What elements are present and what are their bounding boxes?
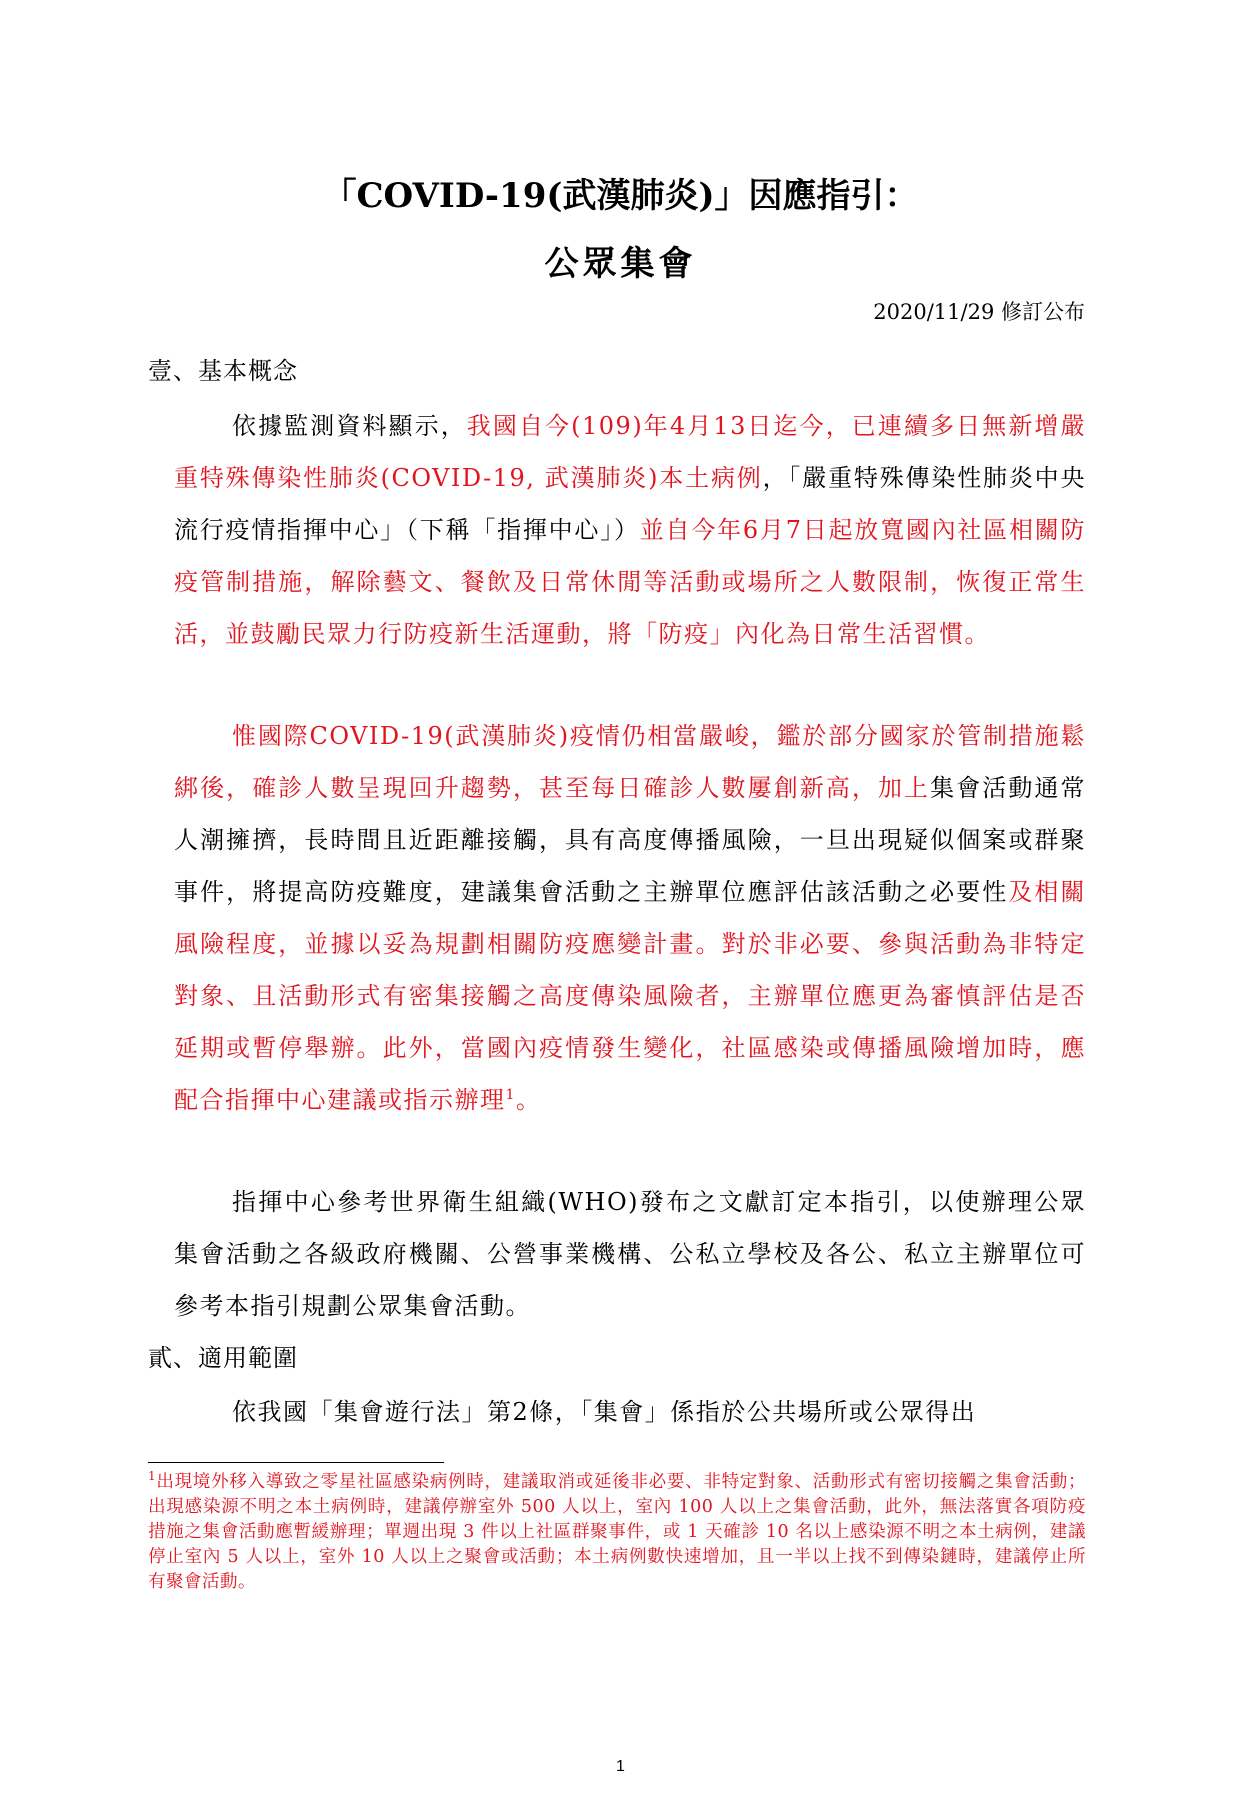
revision-date: 2020/11/29 修訂公布 — [873, 300, 1085, 324]
para2-text-a: 惟國際COVID-19(武漢肺炎)疫情仍相當嚴峻，鑑於部分國家於管制措施鬆綁後，確診人數呈現回升趨勢，甚至每日確診人數屢創新高，加上 — [174, 722, 1086, 802]
para2-text-c: 及相關風險程度，並據以妥為規劃相關防疫應變計畫。對於非必要、參與活動為非特定對象、且活動形式有密集接觸之高度傳染風險者，主辦單位應更為審慎評估是否延期或暫停舉辦。此外，當國內疫情發生變化，社區感染或傳播風險增加時，應配合指揮中心建議或指示辦理 — [174, 878, 1087, 1114]
section-heading-basic-concepts: 壹、基本概念 — [148, 357, 298, 385]
footnote — [148, 1470, 1086, 1595]
para1-text-b: 我國自今(109)年4月13日迄今，已連續多日無新增嚴重特殊傳染性肺炎(COVID-19, 武漢肺炎)本土病例 — [174, 412, 1086, 492]
section-heading-scope: 貳、適用範圍 — [148, 1344, 298, 1372]
para1-text-a: 依據監測資料顯示， — [232, 412, 467, 440]
document-subtitle: 公眾集會 — [544, 244, 697, 284]
para1-text-c: ，「嚴重特殊傳染性肺炎中央流行疫情指揮中心」（下稱「指揮中心」） — [174, 464, 1087, 544]
paragraph-scope: 依我國「集會遊行法」第2條，「集會」係指於公共場所或公眾得出 — [232, 1398, 977, 1426]
paragraph-guideline-purpose: 指揮中心參考世界衛生組織(WHO)發布之文獻訂定本指引，以使辦理公眾集會活動之各級政府機關、公營事業機構、公私立學校及各公、私立主辦單位可參考本指引規劃公眾集會活動。 — [174, 1188, 1086, 1320]
footnote-mark: 1 — [148, 1469, 157, 1484]
paragraph-international-situation — [174, 710, 1086, 1126]
footnote-divider — [148, 1462, 444, 1463]
para2-text-d: 。 — [515, 1086, 542, 1114]
para1-text-d: 並自今年6月7日起放寬國內社區相關防疫管制措施，解除藝文、餐飲及日常休閒等活動或場所之人數限制，恢復正常生活，並鼓勵民眾力行防疫新生活運動，將「防疫」內化為日常生活習慣。 — [174, 516, 1087, 648]
footnote-text: 出現境外移入導致之零星社區感染病例時，建議取消或延後非必要、非特定對象、活動形式有密切接觸之集會活動；出現感染源不明之本土病例時，建議停辦室外 500 人以上，室內 100 人以上之集會活動，此外，無法落實各項防疫措施之集會活動應暫緩辦理；單週出現 3 件以上社區群聚事件，或 1 天確診 10 名以上感染源不明之本土病例，建議停止室內 5 人以上，室外 10 人以上之聚會或活動；本土病例數快速增加，且一半以上找不到傳染鏈時，建議停止所有聚會活動。 — [148, 1472, 1086, 1592]
para2-text-b: 集會活動通常人潮擁擠，長時間且近距離接觸，具有高度傳播風險，一旦出現疑似個案或群聚事件，將提高防疫難度，建議集會活動之主辦單位應評估該活動之必要性 — [174, 774, 1087, 906]
page-number: 1 — [616, 1758, 625, 1775]
paragraph-surveillance — [174, 400, 1086, 660]
document-title: 「COVID-19(武漢肺炎)」因應指引： — [322, 176, 919, 216]
footnote-reference[interactable]: 1 — [505, 1087, 516, 1103]
